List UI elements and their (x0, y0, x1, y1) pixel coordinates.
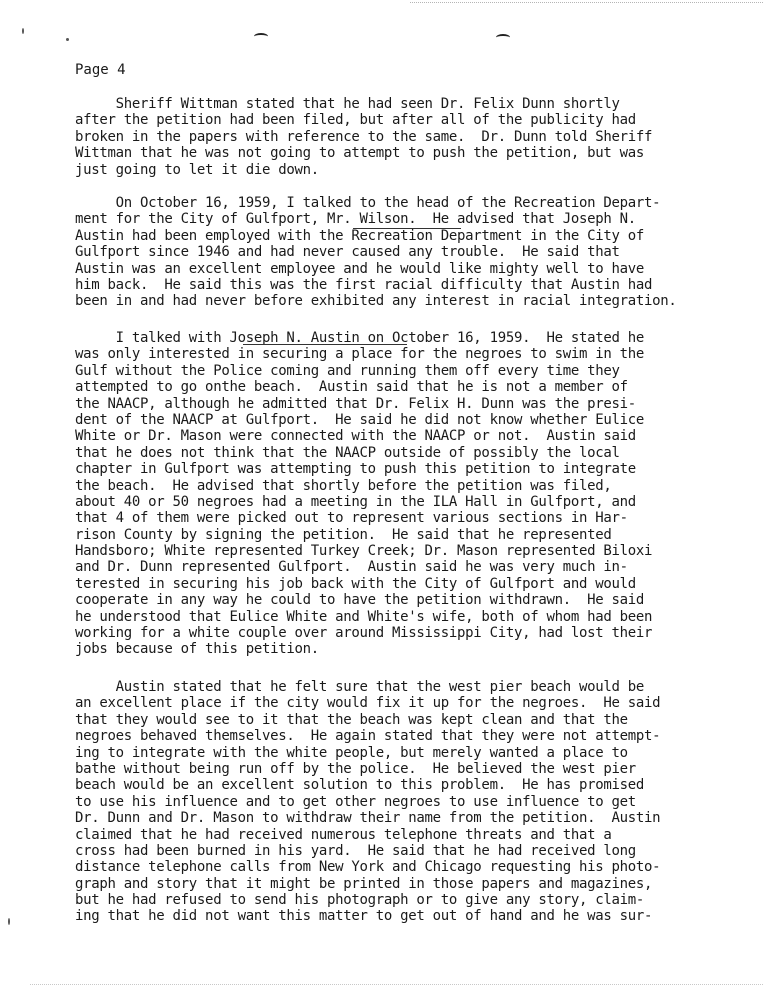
text-line: an excellent place if the city would fix it up for the negroes. He said (75, 695, 661, 712)
text-line: that 4 of them were picked out to represent various sections in Har- (75, 510, 628, 527)
text-line: working for a white couple over around Mississippi City, had lost their (75, 625, 653, 642)
text-line: negroes behaved themselves. He again stated that they were not attempt- (75, 728, 661, 745)
text-line: Sheriff Wittman stated that he had seen Dr. Felix Dunn shortly (75, 96, 620, 112)
text-line: cross had been burned in his yard. He said that he had received long (75, 842, 636, 859)
text-line: distance telephone calls from New York and Chicago requesting his photo- (75, 859, 661, 876)
text-line: the beach. He advised that shortly before the petition was filed, (75, 477, 612, 494)
text-line: rison County by signing the petition. He said that he represented (75, 526, 612, 543)
text-line: Handsboro; White represented Turkey Creek; Dr. Mason represented Biloxi (75, 543, 653, 560)
text-line: ing to integrate with the white people, but merely wanted a place to (75, 744, 628, 761)
text-line: ment for the City of Gulfport, Mr. Wilson. He advised that Joseph N. (75, 211, 636, 228)
text-line: Austin stated that he felt sure that the west pier beach would be (75, 679, 645, 695)
text-line: just going to let it die down. (75, 161, 319, 178)
paragraph-1 (75, 96, 755, 178)
text-line: cooperate in any way he could to have the petition withdrawn. He said (75, 592, 645, 609)
text-line: that he does not think that the NAACP outside of possibly the local (75, 444, 620, 461)
text-line: bathe without being run off by the police. He believed the west pier (75, 760, 636, 777)
scan-mark-right (496, 34, 510, 41)
scan-edge-top (410, 2, 763, 3)
text-line: beach would be an excellent solution to this problem. He has promised (75, 777, 645, 794)
text-line: the NAACP, although he admitted that Dr. Felix H. Dunn was the presi- (75, 395, 636, 412)
text-line: about 40 or 50 negroes had a meeting in the ILA Hall in Gulfport, and (75, 493, 636, 510)
text-line: chapter in Gulfport was attempting to push this petition to integrate (75, 461, 636, 478)
handwritten-underline (353, 228, 461, 229)
text-line: him back. He said this was the first racial difficulty that Austin had (75, 276, 653, 293)
text-line: Austin was an excellent employee and he would like mighty well to have (75, 260, 645, 277)
text-line: after the petition had been filed, but after all of the publicity had (75, 112, 636, 129)
text-line: attempted to go onthe beach. Austin said that he is not a member of (75, 379, 628, 396)
text-line: Austin had been employed with the Recreation Department in the City of (75, 227, 645, 244)
text-line: Wittman that he was not going to attempt to push the petition, but was (75, 145, 645, 162)
text-line: dent of the NAACP at Gulfport. He said he did not know whether Eulice (75, 411, 645, 428)
text-line: ing that he did not want this matter to get out of hand and he was sur- (75, 908, 653, 925)
text-line: terested in securing his job back with the City of Gulfport and would (75, 575, 636, 592)
text-line: been in and had never before exhibited any interest in racial integration. (75, 293, 677, 310)
text-line: to use his influence and to get other negroes to use influence to get (75, 793, 636, 810)
text-line: Dr. Dunn and Dr. Mason to withdraw their name from the petition. Austin (75, 810, 661, 827)
scan-speck (8, 918, 10, 925)
scan-edge-bottom (30, 984, 763, 985)
text-line: Gulfport since 1946 and had never caused any trouble. He said that (75, 244, 620, 261)
text-line: claimed that he had received numerous telephone threats and that a (75, 826, 612, 843)
paragraph-2 (75, 195, 755, 310)
text-line: graph and story that it might be printed in those papers and magazines, (75, 875, 653, 892)
handwritten-underline (243, 344, 407, 345)
text-line: I talked with Joseph N. Austin on October 16, 1959. He stated he (75, 330, 645, 346)
scan-speck (22, 28, 24, 34)
text-line: jobs because of this petition. (75, 641, 319, 658)
scan-speck (66, 38, 69, 41)
text-line: and Dr. Dunn represented Gulfport. Austin said he was very much in- (75, 559, 628, 576)
text-line: was only interested in securing a place for the negroes to swim in the (75, 346, 645, 363)
paragraph-3 (75, 330, 755, 658)
paragraph-4 (75, 679, 755, 925)
page-number: Page 4 (75, 62, 126, 78)
text-line: broken in the papers with reference to the same. Dr. Dunn told Sheriff (75, 128, 653, 145)
text-line: that they would see to it that the beach was kept clean and that the (75, 711, 628, 728)
scan-mark-left (254, 33, 268, 40)
text-line: Gulf without the Police coming and running them off every time they (75, 362, 620, 379)
text-line: On October 16, 1959, I talked to the head of the Recreation Depart- (75, 195, 661, 211)
text-line: he understood that Eulice White and White's wife, both of whom had been (75, 608, 653, 625)
text-line: but he had refused to send his photograph or to give any story, claim- (75, 892, 645, 909)
text-line: White or Dr. Mason were connected with the NAACP or not. Austin said (75, 428, 636, 445)
